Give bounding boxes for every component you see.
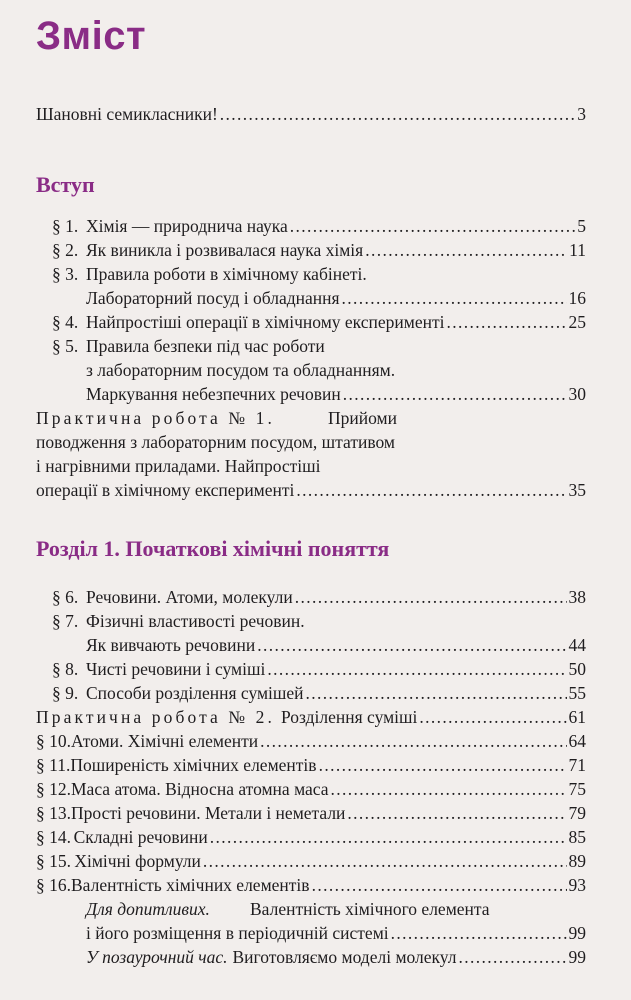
toc-entry-p9[interactable] <box>0 681 631 705</box>
entry-text: Як виникла і розвивалася наука хімія <box>86 240 364 260</box>
leader-dots <box>296 478 566 502</box>
leader-dots <box>342 286 567 310</box>
entry-text: Розділення суміші <box>280 707 418 727</box>
entry-text: і нагрівними приладами. Найпростіші <box>36 456 321 476</box>
leader-dots <box>210 825 567 849</box>
entry-text: Фізичні властивості речовин. <box>86 611 305 631</box>
entry-text: з лабораторним посудом та обладнанням. <box>86 360 396 380</box>
paragraph-marker: § 13. <box>36 803 71 823</box>
paragraph-marker: § 4. <box>52 312 79 332</box>
page-number: 99 <box>568 947 586 967</box>
entry-text: Маркування небезпечних речовин <box>86 384 341 404</box>
paragraph-marker: § 15. <box>36 851 71 871</box>
entry-text: операції в хімічному експерименті <box>36 480 295 500</box>
entry-lead-italic: Для допитливих. <box>86 899 210 919</box>
toc-entry-p14[interactable] <box>0 825 631 849</box>
toc-entry-p13[interactable] <box>0 801 631 825</box>
page-number: 93 <box>568 875 586 895</box>
leader-dots <box>295 585 567 609</box>
page-number: 38 <box>568 587 586 607</box>
page-number: 44 <box>568 635 586 655</box>
paragraph-marker: § 11. <box>36 755 71 775</box>
paragraph-marker: § 2. <box>52 240 79 260</box>
page-number: 75 <box>568 779 586 799</box>
entry-text: Атоми. Хімічні елементи <box>71 731 259 751</box>
paragraph-marker: § 6. <box>52 587 79 607</box>
toc-entry-practical1-line4[interactable] <box>0 478 631 502</box>
toc-entry-p11[interactable] <box>0 753 631 777</box>
toc-entry-extra1-line1[interactable] <box>0 897 631 921</box>
entry-text: Правила безпеки під час роботи <box>86 336 325 356</box>
paragraph-marker: § 14. <box>36 827 71 847</box>
toc-entry-p5-line3[interactable] <box>0 382 631 406</box>
paragraph-marker: § 10. <box>36 731 71 751</box>
leader-dots <box>459 945 567 969</box>
toc-entry-practical1-line1[interactable] <box>0 406 631 430</box>
paragraph-marker: § 9. <box>52 683 79 703</box>
leader-dots <box>343 382 567 406</box>
page-number: 35 <box>568 480 586 500</box>
entry-text: Валентність хімічних елементів <box>71 875 310 895</box>
toc-entry-p5-line1[interactable] <box>0 334 631 358</box>
page-number: 55 <box>568 683 586 703</box>
entry-text: Як вивчають речовини <box>86 635 256 655</box>
page-number: 85 <box>568 827 586 847</box>
entry-text: Поширеність хімічних елементів <box>70 755 317 775</box>
page-number: 5 <box>577 216 586 236</box>
practical-label: Практична робота № 1. <box>36 408 275 428</box>
toc-entry-p3-line2[interactable] <box>0 286 631 310</box>
toc-entry-p10[interactable] <box>0 729 631 753</box>
section-heading-intro: Вступ <box>36 172 95 197</box>
toc-entry-p1[interactable] <box>0 214 631 238</box>
entry-text: і його розміщення в періодичній системі <box>86 923 389 943</box>
toc-entry-p6[interactable] <box>0 585 631 609</box>
leader-dots <box>267 657 566 681</box>
page-number: 79 <box>568 803 586 823</box>
entry-text: Хімічні формули <box>74 851 201 871</box>
toc-entry-p7-line1[interactable] <box>0 609 631 633</box>
leader-dots <box>419 705 566 729</box>
leader-dots <box>391 921 567 945</box>
toc-entry-p4[interactable] <box>0 310 631 334</box>
page-number: 16 <box>568 288 586 308</box>
page-number: 89 <box>568 851 586 871</box>
page-number: 25 <box>568 312 586 332</box>
leader-dots <box>347 801 566 825</box>
page-title: Зміст <box>36 14 147 58</box>
entry-text: Хімія — природнича наука <box>86 216 288 236</box>
paragraph-marker: § 5. <box>52 336 79 356</box>
entry-lead-italic: У позаурочний час. <box>86 947 228 967</box>
toc-entry-p16[interactable] <box>0 873 631 897</box>
entry-text: Валентність хімічного елемента <box>250 899 490 919</box>
page-number: 30 <box>568 384 586 404</box>
entry-text: Маса атома. Відносна атомна маса <box>71 779 329 799</box>
leader-dots <box>290 214 575 238</box>
toc-entry-practical1-line3 <box>0 454 631 478</box>
page-number: 50 <box>568 659 586 679</box>
paragraph-marker: § 3. <box>52 264 79 284</box>
toc-entry-p5-line2 <box>0 358 631 382</box>
page-number: 99 <box>568 923 586 943</box>
page-number: 3 <box>577 104 586 124</box>
toc-entry-p15[interactable] <box>0 849 631 873</box>
entry-text: поводження з лабораторним посудом, штативом <box>36 432 395 452</box>
section-heading-chapter1: Розділ 1. Початкові хімічні поняття <box>36 536 390 561</box>
entry-text: Чисті речовини і суміші <box>86 659 266 679</box>
entry-text: Найпростіші операції в хімічному експерименті <box>86 312 445 332</box>
paragraph-marker: § 8. <box>52 659 79 679</box>
paragraph-marker: § 16. <box>36 875 71 895</box>
entry-text: Речовини. Атоми, молекули <box>86 587 293 607</box>
toc-entry-p8[interactable] <box>0 657 631 681</box>
entry-text: Лабораторний посуд і обладнання <box>86 288 340 308</box>
entry-text: Виготовляємо моделі молекул <box>232 947 457 967</box>
leader-dots <box>319 753 567 777</box>
entry-text: Прості речовини. Метали і неметали <box>71 803 346 823</box>
leader-dots <box>331 777 567 801</box>
toc-entry-p2[interactable] <box>0 238 631 262</box>
toc-entry-practical1-line2 <box>0 430 631 454</box>
paragraph-marker: § 7. <box>52 611 79 631</box>
page-number: 61 <box>568 707 586 727</box>
toc-entry-intro[interactable] <box>0 102 631 126</box>
leader-dots <box>365 238 567 262</box>
practical-label: Практична робота № 2. <box>36 707 275 727</box>
leader-dots <box>446 310 566 334</box>
leader-dots <box>306 681 567 705</box>
page-number: 64 <box>568 731 586 751</box>
page-number: 11 <box>569 240 586 260</box>
toc-entry-extra1-line2[interactable] <box>0 921 631 945</box>
toc-entry-p3-line1[interactable] <box>0 262 631 286</box>
entry-text: Шановні семикласники! <box>36 104 218 124</box>
paragraph-marker: § 12. <box>36 779 71 799</box>
page-number: 71 <box>568 755 586 775</box>
toc-entry-p7-line2[interactable] <box>0 633 631 657</box>
leader-dots <box>260 729 566 753</box>
paragraph-marker: § 1. <box>52 216 79 236</box>
toc-entry-practical2[interactable] <box>0 705 631 729</box>
toc-entry-p12[interactable] <box>0 777 631 801</box>
entry-text: Способи розділення сумішей <box>86 683 304 703</box>
toc-entry-extra2[interactable] <box>0 945 631 969</box>
entry-text: Правила роботи в хімічному кабінеті. <box>86 264 367 284</box>
leader-dots <box>257 633 566 657</box>
leader-dots <box>220 102 575 126</box>
entry-text: Складні речовини <box>73 827 208 847</box>
leader-dots <box>203 849 567 873</box>
leader-dots <box>312 873 567 897</box>
entry-text: Прийоми <box>328 408 397 428</box>
